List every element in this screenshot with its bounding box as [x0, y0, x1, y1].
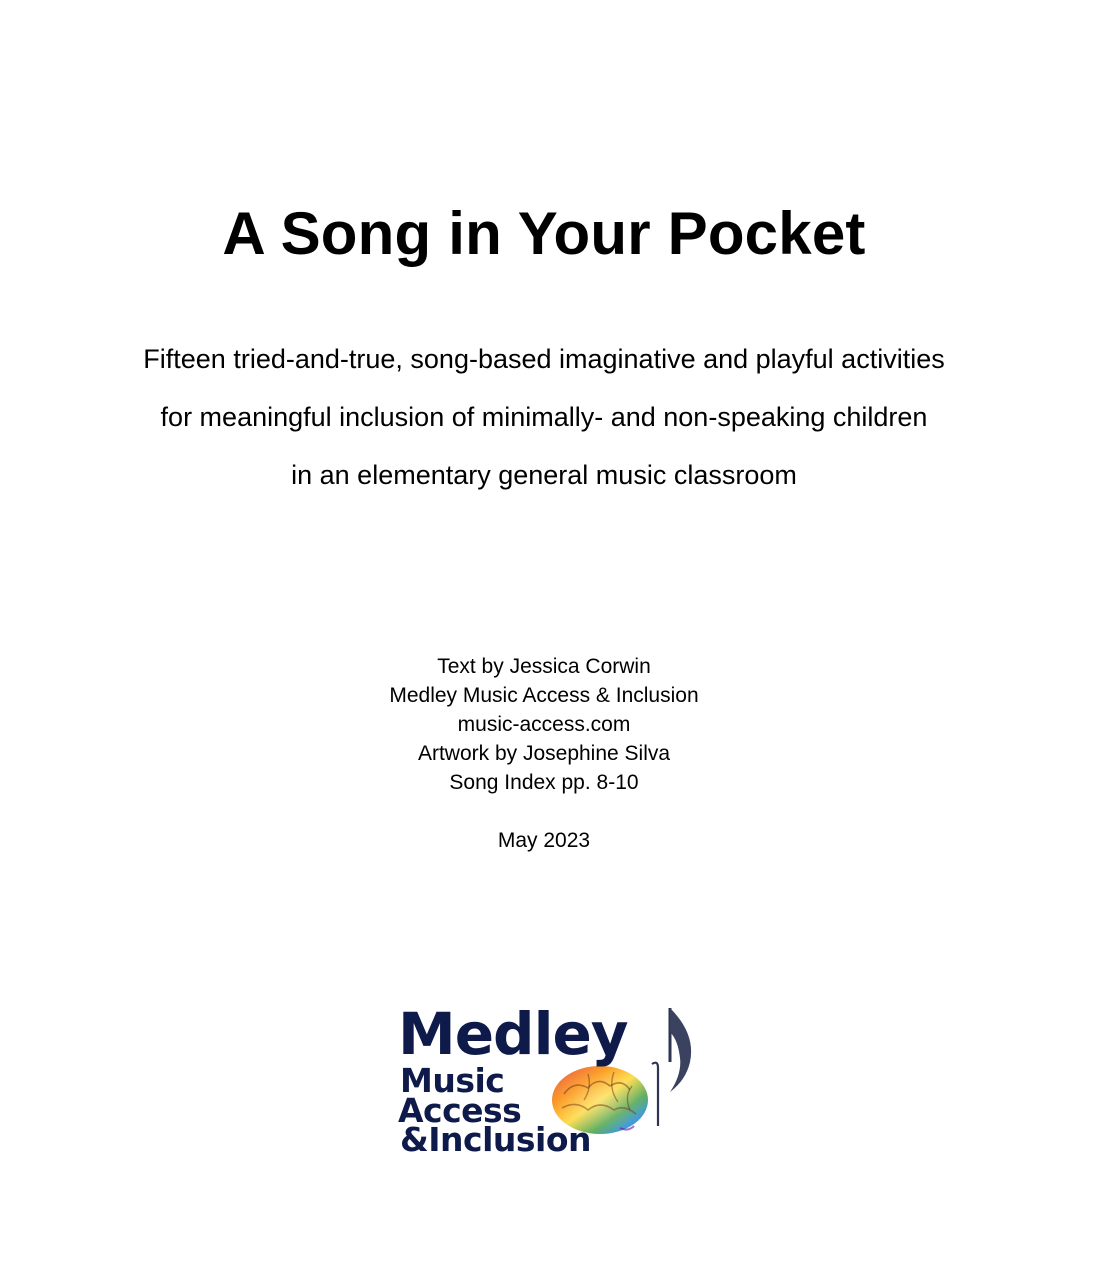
organization-credit: Medley Music Access & Inclusion — [389, 684, 699, 707]
website-credit: music-access.com — [457, 713, 631, 736]
logo-word-medley: Medley — [398, 1000, 628, 1068]
subtitle-line: in an elementary general music classroom — [291, 460, 797, 490]
subtitle-line: Fifteen tried-and-true, song-based imaginative and playful activities — [143, 344, 945, 374]
song-index-note: Song Index pp. 8-10 — [449, 771, 639, 794]
subtitle-line: for meaningful inclusion of minimally- and non-speaking children — [160, 402, 928, 432]
logo-word-inclusion: &Inclusion — [400, 1120, 592, 1159]
author-credit: Text by Jessica Corwin — [437, 655, 651, 678]
document-title: A Song in Your Pocket — [222, 200, 866, 267]
publication-date: May 2023 — [497, 829, 591, 852]
logo-word-music: Music — [400, 1061, 505, 1100]
artwork-credit: Artwork by Josephine Silva — [417, 742, 671, 765]
music-note-icon — [652, 1008, 691, 1126]
medley-logo — [392, 998, 702, 1162]
credits-block — [0, 652, 1088, 797]
document-subtitle — [0, 330, 1088, 504]
logo-word-access: Access — [398, 1091, 522, 1130]
